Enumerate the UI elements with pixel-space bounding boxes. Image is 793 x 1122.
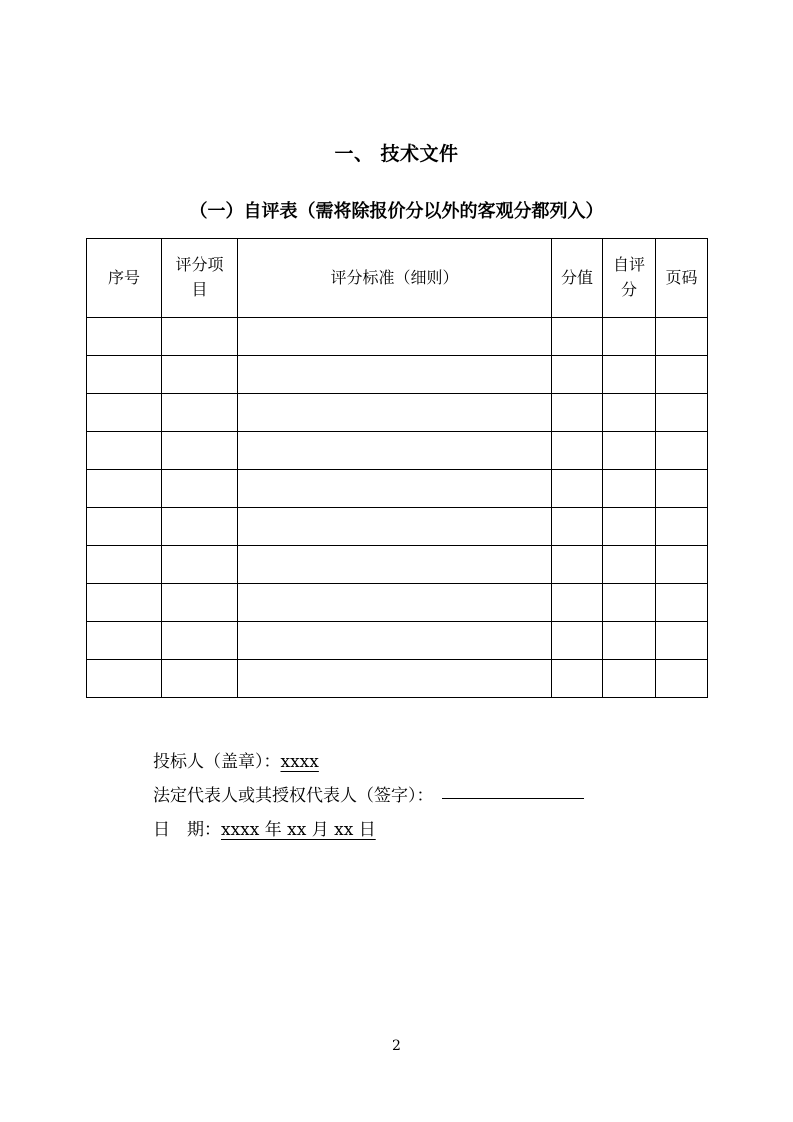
table-cell-item[interactable] — [162, 622, 238, 660]
table-row — [87, 546, 708, 584]
table-cell-self[interactable] — [603, 356, 656, 394]
column-header-score-label: 分值 — [560, 267, 593, 287]
table-cell-item[interactable] — [162, 318, 238, 356]
table-cell-score[interactable] — [552, 508, 603, 546]
table-cell-score[interactable] — [552, 622, 603, 660]
table-cell-standard[interactable] — [238, 622, 552, 660]
table-cell-score[interactable] — [552, 432, 603, 470]
table-cell-seq[interactable] — [87, 470, 162, 508]
table-cell-self[interactable] — [603, 394, 656, 432]
table-cell-self[interactable] — [603, 432, 656, 470]
table-cell-self[interactable] — [603, 584, 656, 622]
table-header — [87, 239, 708, 318]
table-header-row — [87, 239, 708, 318]
table-cell-score[interactable] — [552, 546, 603, 584]
table-row — [87, 622, 708, 660]
table-body — [87, 318, 708, 698]
table-cell-item[interactable] — [162, 432, 238, 470]
table-cell-standard[interactable] — [238, 356, 552, 394]
table-cell-standard[interactable] — [238, 508, 552, 546]
table-cell-item[interactable] — [162, 508, 238, 546]
table-cell-standard[interactable] — [238, 432, 552, 470]
table-cell-seq[interactable] — [87, 660, 162, 698]
column-header-score — [552, 239, 603, 318]
representative-label: 法定代表人或其授权代表人（签字）： — [153, 786, 434, 806]
table-cell-item[interactable] — [162, 470, 238, 508]
table-cell-standard[interactable] — [238, 660, 552, 698]
table-cell-page[interactable] — [656, 356, 708, 394]
table-cell-page[interactable] — [656, 660, 708, 698]
representative-signature-field[interactable] — [442, 798, 584, 799]
table-cell-score[interactable] — [552, 394, 603, 432]
table-cell-seq[interactable] — [87, 394, 162, 432]
section-subtitle: （一）自评表（需将除报价分以外的客观分都列入） — [189, 201, 604, 222]
table-row — [87, 470, 708, 508]
table-cell-standard[interactable] — [238, 584, 552, 622]
column-header-item — [162, 239, 238, 318]
table-cell-page[interactable] — [656, 470, 708, 508]
table-cell-standard[interactable] — [238, 546, 552, 584]
table-cell-standard[interactable] — [238, 394, 552, 432]
page-number: 2 — [392, 1038, 401, 1054]
table-row — [87, 318, 708, 356]
date-label: 日 期： — [153, 820, 221, 840]
bidder-line — [153, 745, 584, 779]
table-cell-standard[interactable] — [238, 470, 552, 508]
column-header-standard — [238, 239, 552, 318]
table-cell-page[interactable] — [656, 622, 708, 660]
column-header-seq — [87, 239, 162, 318]
table-row — [87, 432, 708, 470]
table-cell-item[interactable] — [162, 584, 238, 622]
table-cell-seq[interactable] — [87, 356, 162, 394]
table-cell-self[interactable] — [603, 660, 656, 698]
page-title: 一、 技术文件 — [334, 143, 459, 165]
column-header-page-label: 页码 — [665, 267, 698, 287]
table-cell-self[interactable] — [603, 546, 656, 584]
table-cell-page[interactable] — [656, 432, 708, 470]
bidder-value[interactable]: xxxx — [280, 752, 319, 772]
table-cell-self[interactable] — [603, 470, 656, 508]
table-cell-page[interactable] — [656, 394, 708, 432]
table-cell-page[interactable] — [656, 508, 708, 546]
column-header-page — [656, 239, 708, 318]
bidder-label: 投标人（盖章）： — [153, 752, 281, 772]
date-line — [153, 813, 584, 847]
table-cell-page[interactable] — [656, 546, 708, 584]
table-cell-score[interactable] — [552, 470, 603, 508]
column-header-seq-label: 序号 — [107, 267, 140, 287]
table-cell-seq[interactable] — [87, 546, 162, 584]
column-header-standard-label: 评分标准（细则） — [330, 267, 459, 287]
table-cell-seq[interactable] — [87, 508, 162, 546]
representative-line — [153, 779, 584, 813]
table-row — [87, 660, 708, 698]
table-cell-self[interactable] — [603, 508, 656, 546]
table-cell-seq[interactable] — [87, 432, 162, 470]
date-value[interactable]: xxxx 年 xx 月 xx 日 — [221, 820, 376, 840]
table-row — [87, 508, 708, 546]
column-header-self-score-label: 自评分 — [612, 255, 645, 299]
table-cell-page[interactable] — [656, 584, 708, 622]
table-cell-score[interactable] — [552, 356, 603, 394]
table-cell-item[interactable] — [162, 394, 238, 432]
table-row — [87, 584, 708, 622]
table-cell-score[interactable] — [552, 318, 603, 356]
table-cell-item[interactable] — [162, 546, 238, 584]
table-cell-seq[interactable] — [87, 584, 162, 622]
table-cell-standard[interactable] — [238, 318, 552, 356]
table-cell-page[interactable] — [656, 318, 708, 356]
table-row — [87, 356, 708, 394]
table-cell-item[interactable] — [162, 356, 238, 394]
signature-block — [153, 745, 584, 847]
column-header-item-label: 评分项目 — [175, 255, 224, 299]
table-cell-seq[interactable] — [87, 622, 162, 660]
table-cell-score[interactable] — [552, 584, 603, 622]
table-row — [87, 394, 708, 432]
table-cell-seq[interactable] — [87, 318, 162, 356]
table-cell-score[interactable] — [552, 660, 603, 698]
self-evaluation-table-wrapper — [86, 238, 707, 698]
self-evaluation-table — [86, 238, 708, 698]
column-header-self-score — [603, 239, 656, 318]
table-cell-item[interactable] — [162, 660, 238, 698]
table-cell-self[interactable] — [603, 622, 656, 660]
table-cell-self[interactable] — [603, 318, 656, 356]
